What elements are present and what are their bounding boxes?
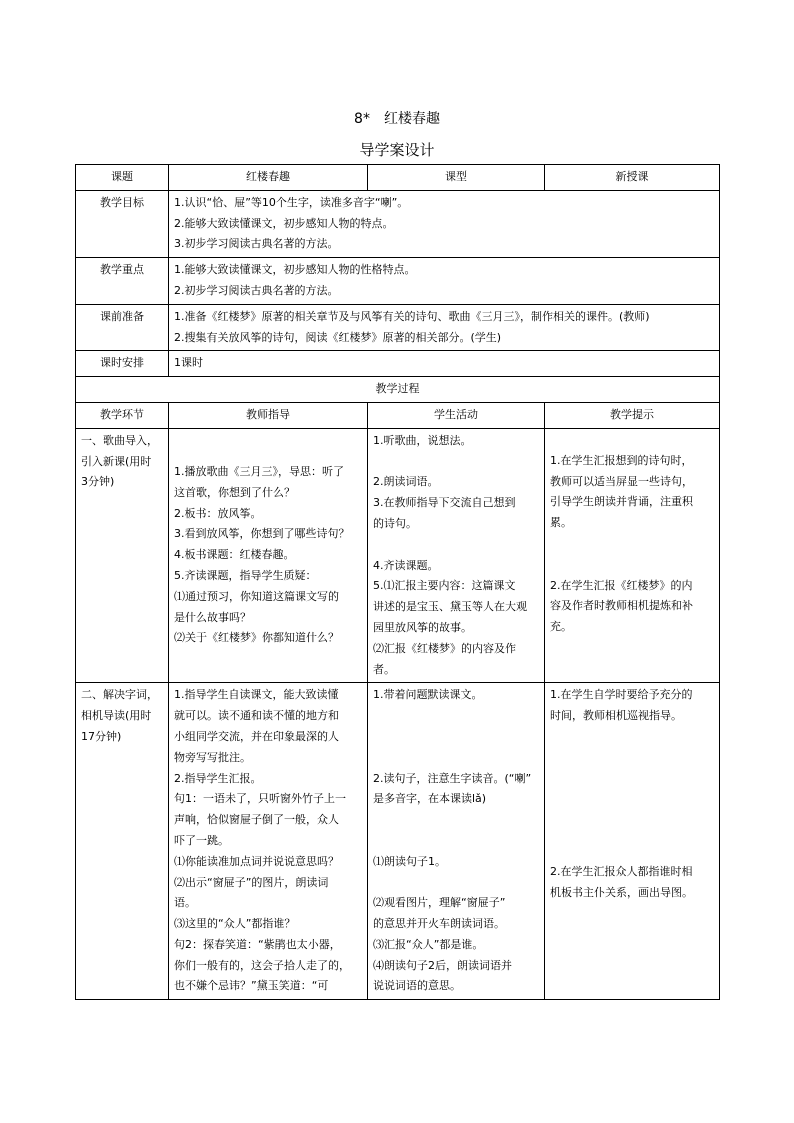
text-line: ⑷朗读句子2后，朗读词语并 — [373, 958, 512, 972]
section2-tips-block-a — [550, 685, 714, 727]
text-line: ⑴通过预习，你知道这篇课文写的 — [174, 589, 339, 603]
text-line: 教师可以适当屏显一些诗句， — [550, 474, 693, 488]
section1-tips — [545, 428, 720, 683]
text-line: ⑵出示“窗屉子”的图片，朗读词 — [174, 875, 329, 889]
section2-student-block-b — [373, 769, 539, 811]
text-line: ⑴朗读句子1。 — [373, 854, 446, 868]
text-line: 的诗句。 — [373, 516, 417, 530]
text-line: ⑵关于《红楼梦》你都知道什么？ — [174, 631, 339, 645]
text-line: 小组同学交流，并在印象最深的人 — [174, 729, 339, 743]
plan-table — [75, 164, 720, 1000]
col-header-stage: 教学环节 — [76, 402, 169, 428]
text-line: 句1：一语未了，只听窗外竹子上一 — [174, 792, 346, 806]
text-line: 2.能够大致读懂课文，初步感知人物的特点。 — [174, 216, 394, 230]
text-line: 2.读句子，注意生字读音。(“喇” — [373, 771, 532, 785]
text-line: 5.⑴汇报主要内容：这篇课文 — [373, 579, 516, 593]
text-line: 1.在学生自学时要给予充分的 — [550, 688, 693, 702]
section2-student-block-d — [373, 893, 539, 997]
doc-subtitle: 导学案设计 — [359, 141, 435, 159]
section1-student-block-a — [373, 431, 539, 452]
text-line: 这首歌，你想到了什么？ — [174, 485, 295, 499]
text-line: 是什么故事吗？ — [174, 610, 251, 624]
text-line: 1.带着问题默读课文。 — [373, 688, 483, 702]
section2-teacher — [169, 683, 368, 1000]
text-line: 4.板书课题：红楼春趣。 — [174, 548, 295, 562]
focus-content — [169, 258, 720, 305]
type-label: 课型 — [368, 165, 545, 191]
text-line: 2.朗读词语。 — [373, 475, 439, 489]
header-row — [76, 165, 720, 191]
section1-tips-block-b — [550, 576, 714, 638]
text-line: ⑴你能读准加点词并说说意思吗？ — [174, 854, 339, 868]
goals-row — [76, 190, 720, 257]
text-line: 1.播放歌曲《三月三》，导思：听了 — [174, 464, 344, 478]
text-line: ⑶汇报“众人”都是谁。 — [373, 937, 484, 951]
section1-row — [76, 428, 720, 683]
section1-student-block-b — [373, 472, 539, 534]
prep-content — [169, 304, 720, 351]
text-line: 2.初步学习阅读古典名著的方法。 — [174, 283, 339, 297]
focus-label: 教学重点 — [76, 258, 169, 305]
focus-row — [76, 258, 720, 305]
text-line: 园里放风筝的故事。 — [373, 620, 472, 634]
prep-row — [76, 304, 720, 351]
col-header-tips: 教学提示 — [545, 402, 720, 428]
column-header-row — [76, 402, 720, 428]
lesson-title: 8* 红楼春趣 — [354, 111, 440, 127]
text-line: 讲述的是宝玉、黛玉等人在大观 — [373, 600, 527, 614]
text-line: 2.在学生汇报《红楼梦》的内 — [550, 578, 693, 592]
schedule-value: 1课时 — [169, 351, 720, 377]
text-line: 5.齐读课题，指导学生质疑： — [174, 568, 317, 582]
text-line: 2.板书：放风筝。 — [174, 506, 262, 520]
section1-teacher — [169, 428, 368, 683]
text-line: ⑵观看图片，理解“窗屉子” — [373, 896, 506, 910]
schedule-label: 课时安排 — [76, 351, 169, 377]
col-header-student: 学生活动 — [368, 402, 545, 428]
section2-student — [368, 683, 545, 1000]
text-line: 充。 — [550, 620, 572, 634]
text-line: 1.听歌曲，说想法。 — [373, 433, 472, 447]
type-value: 新授课 — [545, 165, 720, 191]
section2-row — [76, 683, 720, 1000]
section2-tips-block-b — [550, 862, 714, 904]
goals-content — [169, 190, 720, 257]
prep-label: 课前准备 — [76, 304, 169, 351]
text-line: 1.在学生汇报想到的诗句时， — [550, 453, 693, 467]
text-line: 句2：探春笑道：“紫鹃也太小器， — [174, 937, 341, 951]
text-line: 者。 — [373, 662, 395, 676]
text-line: 是多音字，在本课读lǎ) — [373, 792, 487, 806]
text-line: 容及作者时教师相机提炼和补 — [550, 599, 693, 613]
lesson-label: 课题 — [76, 165, 169, 191]
text-line: 声响，恰似窗屉子倒了一般，众人 — [174, 813, 339, 827]
text-line: 说说词语的意思。 — [373, 979, 461, 993]
section1-tips-block-a — [550, 451, 714, 534]
text-line: 4.齐读课题。 — [373, 558, 439, 572]
text-line: ⑵汇报《红楼梦》的内容及作 — [373, 641, 516, 655]
text-line: 1.能够大致读懂课文，初步感知人物的性格特点。 — [174, 263, 416, 277]
goals-label: 教学目标 — [76, 190, 169, 257]
text-line: 一、歌曲导入， — [81, 433, 158, 447]
col-header-teacher: 教师指导 — [169, 402, 368, 428]
process-title: 教学过程 — [76, 377, 720, 403]
text-line: 机板书主仆关系，画出导图。 — [550, 885, 693, 899]
process-title-row — [76, 377, 720, 403]
section1-student-block-c — [373, 556, 539, 681]
text-line: 3分钟) — [81, 475, 115, 489]
section1-student — [368, 428, 545, 683]
text-line: 引入新课(用时 — [81, 454, 152, 468]
text-line: 也不嫌个忌讳？”黛玉笑道：“可 — [174, 979, 329, 993]
text-line: 的意思并开火车朗读词语。 — [373, 917, 505, 931]
text-line: 就可以。读不通和读不懂的地方和 — [174, 709, 339, 723]
text-line: 时间，教师相机巡视指导。 — [550, 709, 682, 723]
text-line: 语。 — [174, 896, 196, 910]
section2-student-block-c — [373, 852, 539, 873]
section1-name — [76, 428, 169, 683]
text-line: 吓了一跳。 — [174, 833, 229, 847]
text-line: 你们一般有的，这会子拾人走了的， — [174, 958, 350, 972]
text-line: 1.指导学生自读课文，能大致读懂 — [174, 688, 339, 702]
schedule-row — [76, 351, 720, 377]
text-line: 2.在学生汇报众人都指谁时相 — [550, 864, 693, 878]
section2-student-block-a — [373, 685, 539, 706]
section2-tips — [545, 683, 720, 1000]
text-line: 1.认识“恰、屉”等10个生字，读准多音字“喇”。 — [174, 195, 409, 209]
text-line: 3.在教师指导下交流自己想到 — [373, 496, 516, 510]
text-line: 2.指导学生汇报。 — [174, 771, 262, 785]
text-line: 二、解决字词， — [81, 688, 158, 702]
text-line: 3.初步学习阅读古典名著的方法。 — [174, 237, 339, 251]
text-line: 相机导读(用时 — [81, 709, 152, 723]
text-line: 累。 — [550, 516, 572, 530]
text-line: 3.看到放风筝，你想到了哪些诗句？ — [174, 527, 350, 541]
text-line: 17分钟) — [81, 729, 122, 743]
lesson-value: 红楼春趣 — [169, 165, 368, 191]
text-line: 2.搜集有关放风筝的诗句，阅读《红楼梦》原著的相关部分。(学生) — [174, 330, 502, 344]
section2-name — [76, 683, 169, 1000]
text-line: 物旁写写批注。 — [174, 750, 251, 764]
text-line: 1.准备《红楼梦》原著的相关章节及与风筝有关的诗句、歌曲《三月三》，制作相关的课件。(教师) — [174, 309, 650, 323]
text-line: ⑶这里的“众人”都指谁？ — [174, 917, 296, 931]
text-line: 引导学生朗读并背诵，注重积 — [550, 495, 693, 509]
